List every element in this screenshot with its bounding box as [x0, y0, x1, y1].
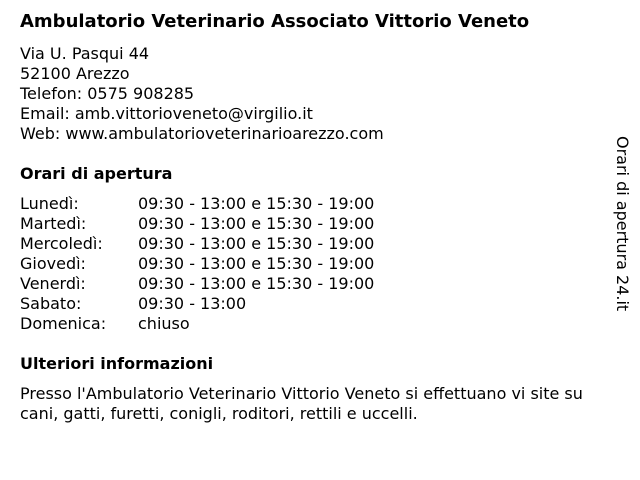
time-value: chiuso [138, 314, 190, 333]
day-label: Martedì: [20, 214, 87, 233]
brand-watermark [612, 136, 632, 312]
address-line: Via U. Pasqui 44 [20, 44, 150, 63]
info-heading: Ulteriori informazioni [20, 354, 214, 373]
day-label: Giovedì: [20, 254, 86, 273]
time-value: 09:30 - 13:00 e 15:30 - 19:00 [138, 234, 375, 253]
email-line: Email: amb.vittorioveneto@virgilio.it [20, 104, 313, 123]
day-label: Lunedì: [20, 194, 79, 213]
brand-label: Orari di apertura 24.it [613, 136, 632, 312]
page-title: Ambulatorio Veterinario Associato Vittorio Veneto [20, 11, 530, 32]
info-paragraph: Presso l'Ambulatorio Veterinario Vittorio Veneto si effettuano vi site su cani, gatti, furetti, conigli, roditori, rettili e uccelli. [20, 384, 583, 423]
time-value: 09:30 - 13:00 e 15:30 - 19:00 [138, 214, 375, 233]
web-line: Web: www.ambulatorioveterinarioarezzo.com [20, 124, 384, 143]
hours-row-friday [20, 274, 374, 294]
hours-row-wednesday [20, 234, 374, 254]
hours-row-sunday [20, 314, 374, 334]
phone-line: Telefon: 0575 908285 [20, 84, 195, 103]
hours-row-monday [20, 194, 374, 214]
hours-table [20, 194, 374, 334]
time-value: 09:30 - 13:00 [138, 294, 247, 313]
day-label: Sabato: [20, 294, 82, 313]
time-value: 09:30 - 13:00 e 15:30 - 19:00 [138, 194, 375, 213]
hours-row-thursday [20, 254, 374, 274]
contact-block [20, 44, 384, 144]
day-label: Domenica: [20, 314, 107, 333]
time-value: 09:30 - 13:00 e 15:30 - 19:00 [138, 274, 375, 293]
hours-heading: Orari di apertura [20, 164, 173, 183]
day-label: Venerdì: [20, 274, 86, 293]
city-line: 52100 Arezzo [20, 64, 130, 83]
hours-row-tuesday [20, 214, 374, 234]
time-value: 09:30 - 13:00 e 15:30 - 19:00 [138, 254, 375, 273]
day-label: Mercoledì: [20, 234, 103, 253]
hours-row-saturday [20, 294, 374, 314]
